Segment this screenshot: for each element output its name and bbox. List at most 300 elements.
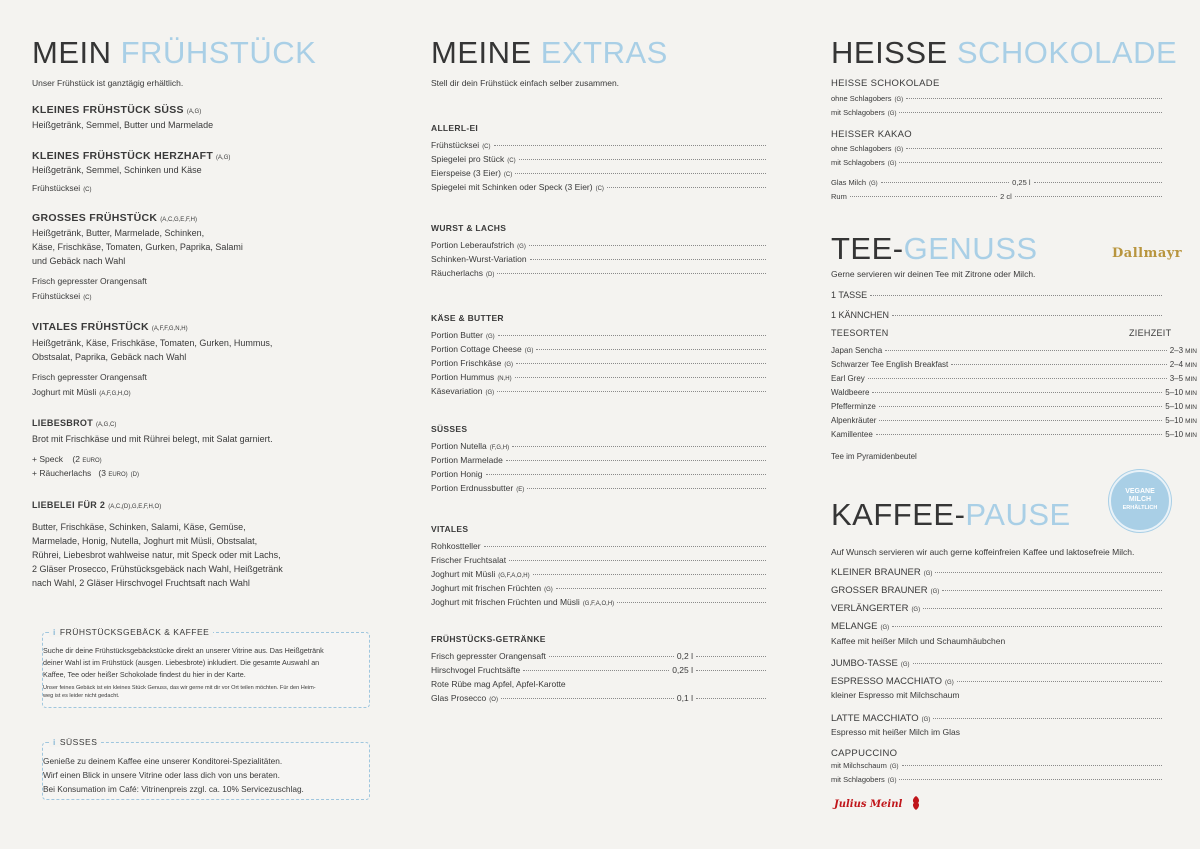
dot-leader [523, 670, 669, 671]
info-line: Bei Konsumation im Café: Vitrinenpreis zzgl. ca. 10% Servicezuschlag. [43, 784, 304, 794]
tea-time: 2–4 [1169, 360, 1184, 369]
item-name: LIEBELEI FÜR 2 [32, 500, 106, 510]
vegan-milk-badge [1109, 470, 1171, 532]
extras-group-title: ALLERL-EI [431, 123, 479, 133]
allergens: (G) [869, 181, 878, 187]
option-row [831, 775, 1165, 784]
option-row [831, 144, 1165, 153]
title-part-a: TEE- [831, 231, 904, 266]
extras-item [431, 358, 769, 368]
badge-line: VEGANE [1125, 488, 1155, 495]
item-desc: Rührei, Liebesbrot wahlweise natur, mit Speck oder mit Lachs, [32, 550, 281, 560]
dot-leader [506, 460, 766, 461]
allergens: (G) [887, 111, 897, 117]
allergens: (C) [83, 187, 92, 193]
tea-name: Waldbeere [831, 388, 870, 397]
option-price: (3 [98, 468, 106, 478]
extras-item [431, 330, 769, 340]
dot-leader [899, 779, 1162, 780]
tea-name: Pfefferminze [831, 402, 876, 411]
item-name: MELANGE [831, 621, 878, 632]
dot-leader [1015, 196, 1162, 197]
dot-leader [881, 182, 1009, 183]
allergens: (F,G,H) [489, 445, 510, 451]
title-part-b: FRÜHSTÜCK [120, 35, 317, 70]
tea-row [831, 360, 1197, 369]
allergens: (A,F,F,G,N,H) [151, 326, 188, 332]
dot-leader [899, 162, 1162, 163]
item-extra [32, 385, 131, 402]
option-row [831, 94, 1165, 103]
allergens: (C) [83, 295, 92, 301]
dot-leader [696, 698, 766, 699]
extra-name: Frühstücksei [32, 291, 81, 301]
dot-leader [935, 572, 1162, 573]
item-name: Portion Cottage Cheese [431, 344, 522, 354]
tea-name: Schwarzer Tee English Breakfast [831, 360, 949, 369]
item-extra: Frisch gepresster Orangensaft [32, 276, 147, 286]
item-latte-macchiato [831, 713, 1165, 724]
allergens: (G) [923, 571, 933, 577]
info-line: Wirf einen Blick in unsere Vitrine oder lass dich von uns beraten. [43, 770, 280, 780]
dot-leader [527, 488, 766, 489]
tea-row [831, 374, 1197, 383]
extras-item [431, 555, 769, 565]
dot-leader [850, 196, 997, 197]
option-name: mit Schlagobers [831, 108, 885, 117]
tea-name: Kamillentee [831, 430, 873, 439]
item-liebelei [32, 500, 161, 510]
option-row [831, 761, 1165, 770]
tea-time: 5–10 [1165, 402, 1184, 411]
allergens: (O) [489, 697, 498, 703]
dot-leader [549, 656, 674, 657]
item-name: Portion Hummus [431, 372, 495, 382]
extras-item [431, 665, 769, 675]
tea-time: 5–10 [1165, 388, 1184, 397]
allergens: (A,F,G,H,O) [99, 391, 131, 397]
extras-item [431, 140, 769, 150]
item-extra: Frisch gepresster Orangensaft [32, 372, 147, 382]
dot-leader [879, 406, 1163, 407]
ziehzeit-header: ZIEHZEIT [1129, 328, 1172, 338]
item-desc: 2 Gläser Prosecco, Frühstücksgebäck nach Wahl, Heißgetränk [32, 564, 283, 574]
tea-time: 3–5 [1169, 374, 1184, 383]
dot-leader [556, 588, 766, 589]
item-name: Rum [831, 192, 847, 201]
dot-leader [899, 112, 1162, 113]
tea-row [831, 346, 1197, 355]
item-name: KLEINES FRÜHSTÜCK HERZHAFT [32, 150, 214, 162]
allergens: (C) [507, 158, 516, 164]
extras-group-title: WURST & LACHS [431, 223, 507, 233]
item-name: JUMBO-TASSE [831, 658, 898, 669]
extras-group-title: SÜSSES [431, 424, 468, 434]
extras-group-title: KÄSE & BUTTER [431, 313, 504, 323]
extras-group-title: VITALES [431, 524, 469, 534]
tea-row [831, 388, 1197, 397]
extra-name: Joghurt mit Müsli [32, 387, 97, 397]
dot-leader [509, 560, 766, 561]
dot-leader [892, 626, 1162, 627]
dot-leader [515, 173, 766, 174]
item-desc: Heißgetränk, Semmel, Schinken und Käse [32, 165, 202, 175]
tea-time-unit: MIN [1185, 418, 1197, 425]
item-volume: 0,2 l [676, 651, 693, 661]
dot-leader [879, 420, 1162, 421]
tea-time-unit: MIN [1185, 362, 1197, 369]
allergens: (D) [130, 472, 140, 478]
item-espresso-macchiato [831, 676, 1165, 687]
option-price: (2 [72, 454, 80, 464]
extras-item [431, 154, 769, 164]
item-name: Portion Butter [431, 330, 483, 340]
extras-item [431, 541, 769, 551]
extra-name: Frühstücksei [32, 183, 81, 193]
allergens: (G) [517, 244, 526, 250]
kaffee-intro: Auf Wunsch servieren wir auch gerne koffeinfreien Kaffee und laktosefreie Milch. [831, 547, 1135, 557]
dot-leader [497, 273, 766, 274]
dot-leader [497, 391, 766, 392]
info-box-title [49, 737, 101, 747]
item-name: Portion Nutella [431, 441, 487, 451]
item-heisser-kakao: HEISSER KAKAO [831, 129, 912, 140]
dallmayr-logo: Dallmayr [1112, 246, 1183, 261]
item-name: Räucherlachs [431, 268, 483, 278]
dot-leader [933, 718, 1162, 719]
item-rum [831, 192, 1165, 201]
info-small-line: weg ist es leider nicht gedacht. [43, 693, 120, 699]
item-glas-milch [831, 178, 1165, 187]
dot-leader [519, 159, 766, 160]
item-name: Portion Honig [431, 469, 483, 479]
info-small-line: Unser feines Gebäck ist ein kleines Stück Genuss, das wir gerne mit dir vor Ort teilen möchten. Für den Heim- [43, 685, 316, 691]
item-desc: kleiner Espresso mit Milchschaum [831, 690, 960, 700]
allergens: (G) [894, 147, 904, 153]
allergens: (G) [880, 625, 890, 631]
item-heisse-schokolade: HEISSE SCHOKOLADE [831, 78, 940, 89]
item-grosses [32, 212, 197, 224]
info-line: Kaffee, Tee oder heißer Schokolade findest du hier in der Karte. [43, 670, 246, 679]
item-volume: 0,25 l [672, 665, 693, 675]
item-name: ESPRESSO MACCHIATO [831, 676, 943, 687]
badge-line: MILCH [1128, 496, 1152, 503]
section-title-extras [431, 37, 668, 68]
coffee-row [831, 603, 1165, 614]
extras-item [431, 268, 769, 278]
dot-leader [607, 187, 766, 188]
item-name: Schinken-Wurst-Variation [431, 254, 527, 264]
extras-group-title: FRÜHSTÜCKS-GETRÄNKE [431, 634, 546, 644]
dot-leader [530, 259, 766, 260]
item-desc: Käse, Frischkäse, Tomaten, Gurken, Paprika, Salami [32, 242, 243, 252]
item-desc: Heißgetränk, Käse, Frischkäse, Tomaten, Gurken, Hummus, [32, 338, 273, 348]
tee-kaennchen [831, 310, 1165, 320]
julius-meinl-logo [834, 795, 922, 811]
dot-leader [1034, 182, 1162, 183]
dot-leader [696, 670, 766, 671]
extras-item [431, 386, 769, 396]
tee-intro: Gerne servieren wir deinen Tee mit Zitrone oder Milch. [831, 269, 1036, 279]
info-box-gebaeck [42, 627, 370, 708]
item-name: Joghurt mit frischen Früchten [431, 583, 542, 593]
extras-item [431, 693, 769, 703]
item-name: VITALES FRÜHSTÜCK [32, 321, 149, 333]
tea-time: 5–10 [1165, 430, 1184, 439]
dot-leader [872, 392, 1162, 393]
dot-leader [902, 765, 1162, 766]
allergens: (D) [485, 272, 495, 278]
dot-leader [494, 145, 766, 146]
dot-leader [868, 378, 1167, 379]
tea-row [831, 402, 1197, 411]
dot-leader [870, 295, 1162, 296]
item-volume: 0,25 l [1012, 178, 1031, 187]
option-name: + Räucherlachs [32, 468, 92, 478]
item-desc: Heißgetränk, Semmel, Butter und Marmelade [32, 120, 214, 130]
page-title [32, 37, 316, 68]
dot-leader [515, 377, 766, 378]
dot-leader [876, 434, 1162, 435]
tea-time: 2–3 [1169, 346, 1184, 355]
tea-name: Japan Sencha [831, 346, 883, 355]
item-name: Joghurt mit frischen Früchten und Müsli [431, 597, 580, 607]
item-name: Eierspeise (3 Eier) [431, 168, 501, 178]
item-name: GROSSES FRÜHSTÜCK [32, 212, 158, 224]
allergens: (G) [485, 390, 495, 396]
option-row [831, 158, 1165, 167]
info-box-title [49, 627, 213, 637]
info-title-text: FRÜHSTÜCKSGEBÄCK & KAFFEE [59, 627, 210, 637]
item-desc: Obstsalat, Paprika, Gebäck nach Wahl [32, 352, 187, 362]
allergens: (N,H) [497, 376, 512, 382]
allergens: (G) [887, 161, 897, 167]
tea-time: 5–10 [1165, 416, 1184, 425]
dot-leader [536, 349, 766, 350]
allergens: (G) [889, 764, 899, 770]
extras-item [431, 597, 769, 607]
badge-line: ERHÄLTLICH [1122, 505, 1158, 511]
extras-item [431, 441, 769, 451]
item-desc: und Gebäck nach Wahl [32, 256, 126, 266]
item-name: 1 TASSE [831, 290, 868, 300]
item-name: Portion Marmelade [431, 455, 503, 465]
tee-note: Tee im Pyramidenbeutel [831, 452, 917, 461]
tea-name: Earl Grey [831, 374, 865, 383]
dot-leader [617, 602, 766, 603]
title-part-b: GENUSS [903, 231, 1038, 266]
item-name: Glas Milch [831, 178, 867, 187]
tea-name: Alpenkräuter [831, 416, 877, 425]
info-title-text: SÜSSES [59, 737, 98, 747]
allergens: (C) [503, 172, 513, 178]
extras-item [431, 182, 769, 192]
extras-item [431, 344, 769, 354]
coffee-name: KLEINER BRAUNER [831, 567, 921, 578]
info-icon: i [53, 737, 56, 747]
dot-leader [516, 363, 766, 364]
allergens: (C) [482, 144, 491, 150]
title-part-b: PAUSE [965, 497, 1071, 532]
option-name: mit Schlagobers [831, 158, 885, 167]
item-name: LIEBESBROT [32, 418, 94, 428]
extras-item [431, 569, 769, 579]
allergens: (A,C,G,E,F,H) [160, 217, 197, 223]
allergens: (G) [544, 587, 553, 593]
info-line: Suche dir deine Frühstücksgebäckstücke direkt an unserer Vitrine aus. Das Heißgetränk [43, 646, 324, 655]
extras-item [431, 455, 769, 465]
section-title-kaffee [831, 499, 1071, 530]
item-volume: 2 cl [1000, 192, 1012, 201]
dot-leader [696, 656, 766, 657]
allergens: (G) [900, 662, 910, 668]
dot-leader [501, 698, 674, 699]
item-name: Portion Erdnussbutter [431, 483, 514, 493]
dot-leader [913, 663, 1162, 664]
option-row [831, 108, 1165, 117]
item-desc: Heißgetränk, Butter, Marmelade, Schinken, [32, 228, 205, 238]
coffee-name: VERLÄNGERTER [831, 603, 909, 614]
tea-time-unit: MIN [1185, 404, 1197, 411]
allergens: (A,G,C) [96, 422, 117, 428]
tea-time-unit: MIN [1185, 390, 1197, 397]
title-part-a: KAFFEE- [831, 497, 966, 532]
coffee-name: GROSSER BRAUNER [831, 585, 928, 596]
allergens: (G,F,A,O,H) [582, 601, 615, 607]
item-name: LATTE MACCHIATO [831, 713, 919, 724]
option-lachs [32, 466, 139, 483]
item-desc: Espresso mit heißer Milch im Glas [831, 727, 960, 737]
allergens: (A,G) [186, 109, 202, 115]
item-desc: nach Wahl, 2 Gläser Hirschvogel Fruchtsaft nach Wahl [32, 578, 250, 588]
dot-leader [892, 315, 1162, 316]
allergens: (G) [894, 97, 904, 103]
item-desc: Kaffee mit heißer Milch und Schaumhäubchen [831, 636, 1006, 646]
extras-item [431, 583, 769, 593]
item-jumbo [831, 658, 1165, 669]
extras-item [431, 679, 769, 689]
item-kleines-herzhaft [32, 150, 230, 162]
item-name: Rohkostteller [431, 541, 481, 551]
allergens: (G) [930, 589, 940, 595]
dot-leader [498, 335, 766, 336]
allergens: (G) [887, 778, 897, 784]
item-vitales [32, 321, 188, 333]
extras-item [431, 651, 769, 661]
teesorten-header: TEESORTEN [831, 328, 889, 338]
item-cappuccino: CAPPUCCINO [831, 748, 898, 759]
allergens: (G) [485, 334, 495, 340]
item-name: Spiegelei mit Schinken oder Speck (3 Eier) [431, 182, 593, 192]
dot-leader [885, 350, 1167, 351]
item-name: 1 KÄNNCHEN [831, 310, 890, 320]
allergens: (G) [911, 607, 921, 613]
dot-leader [942, 590, 1162, 591]
allergens: (G) [945, 680, 954, 686]
coffee-row [831, 585, 1165, 596]
dot-leader [486, 474, 766, 475]
item-desc: Butter, Frischkäse, Schinken, Salami, Käse, Gemüse, [32, 522, 246, 532]
tea-row [831, 416, 1197, 425]
item-name: Frisch gepresster Orangensaft [431, 651, 546, 661]
option-name: ohne Schlagobers [831, 94, 892, 103]
info-line: Genieße zu deinem Kaffee eine unserer Konditorei-Spezialitäten. [43, 756, 283, 766]
item-name: Portion Leberaufstrich [431, 240, 515, 250]
allergens: (E) [516, 487, 525, 493]
tea-time-unit: MIN [1185, 348, 1197, 355]
dot-leader [533, 574, 766, 575]
option-name: + Speck [32, 454, 63, 464]
allergens: (G,F,A,O,H) [498, 573, 530, 579]
dot-leader [906, 148, 1162, 149]
allergens: (A,C,(D),G,E,F,H,O) [108, 504, 162, 510]
section-title-schokolade [831, 37, 1177, 68]
option-unit: EURO) [108, 472, 128, 478]
extras-item [431, 240, 769, 250]
tea-time-unit: MIN [1185, 432, 1197, 439]
title-part-b: EXTRAS [540, 35, 668, 70]
option-name: mit Schlagobers [831, 775, 885, 784]
info-line: deiner Wahl ist im Frühstück (ausgen. Liebesbrote) inkludiert. Die gesamte Auswahl an [43, 658, 320, 667]
option-name: ohne Schlagobers [831, 144, 892, 153]
brand-text: Julius Meinl [834, 799, 903, 810]
dot-leader [957, 681, 1162, 682]
allergens: (G) [921, 717, 931, 723]
allergens: (G) [504, 362, 514, 368]
item-extra [32, 181, 92, 198]
title-part-a: MEINE [431, 35, 541, 70]
intro-text: Unser Frühstück ist ganztägig erhältlich. [32, 78, 184, 88]
info-box-suesses [42, 737, 370, 800]
title-part-a: HEISSE [831, 35, 957, 70]
title-part-b: SCHOKOLADE [956, 35, 1178, 70]
allergens: (C) [595, 186, 604, 192]
intro-text: Stell dir dein Frühstück einfach selber zusammen. [431, 78, 620, 88]
item-name: Frühstücksei [431, 140, 480, 150]
tee-tasse [831, 290, 1165, 300]
item-melange [831, 621, 1165, 632]
dot-leader [484, 546, 766, 547]
dot-leader [512, 446, 766, 447]
option-unit: EURO) [82, 458, 102, 464]
dot-leader [923, 608, 1162, 609]
item-name: Käsevariation [431, 386, 483, 396]
allergens: (A,G) [216, 155, 231, 161]
item-name: Glas Prosecco [431, 693, 487, 703]
item-name: Spiegelei pro Stück [431, 154, 505, 164]
item-name: Portion Frischkäse [431, 358, 502, 368]
item-name: Joghurt mit Müsli [431, 569, 496, 579]
item-desc: Marmelade, Honig, Nutella, Joghurt mit Müsli, Obstsalat, [32, 536, 258, 546]
coffee-row [831, 567, 1165, 578]
dot-leader [951, 364, 1166, 365]
dot-leader [906, 98, 1162, 99]
item-kleines-suess [32, 104, 201, 116]
julius-meinl-emblem-icon [910, 795, 922, 811]
item-name: Rote Rübe mag Apfel, Apfel-Karotte [431, 679, 566, 689]
item-liebesbrot [32, 418, 116, 428]
extras-item [431, 469, 769, 479]
item-desc: Brot mit Frischkäse und mit Rührei belegt, mit Salat garniert. [32, 434, 273, 444]
item-name: Frischer Fruchtsalat [431, 555, 507, 565]
option-name: mit Milchschaum [831, 761, 887, 770]
extras-item [431, 254, 769, 264]
item-extra [32, 289, 92, 306]
title-part-a: MEIN [32, 35, 121, 70]
tea-row [831, 430, 1197, 439]
item-name: Hirschvogel Fruchtsäfte [431, 665, 521, 675]
dot-leader [529, 245, 766, 246]
